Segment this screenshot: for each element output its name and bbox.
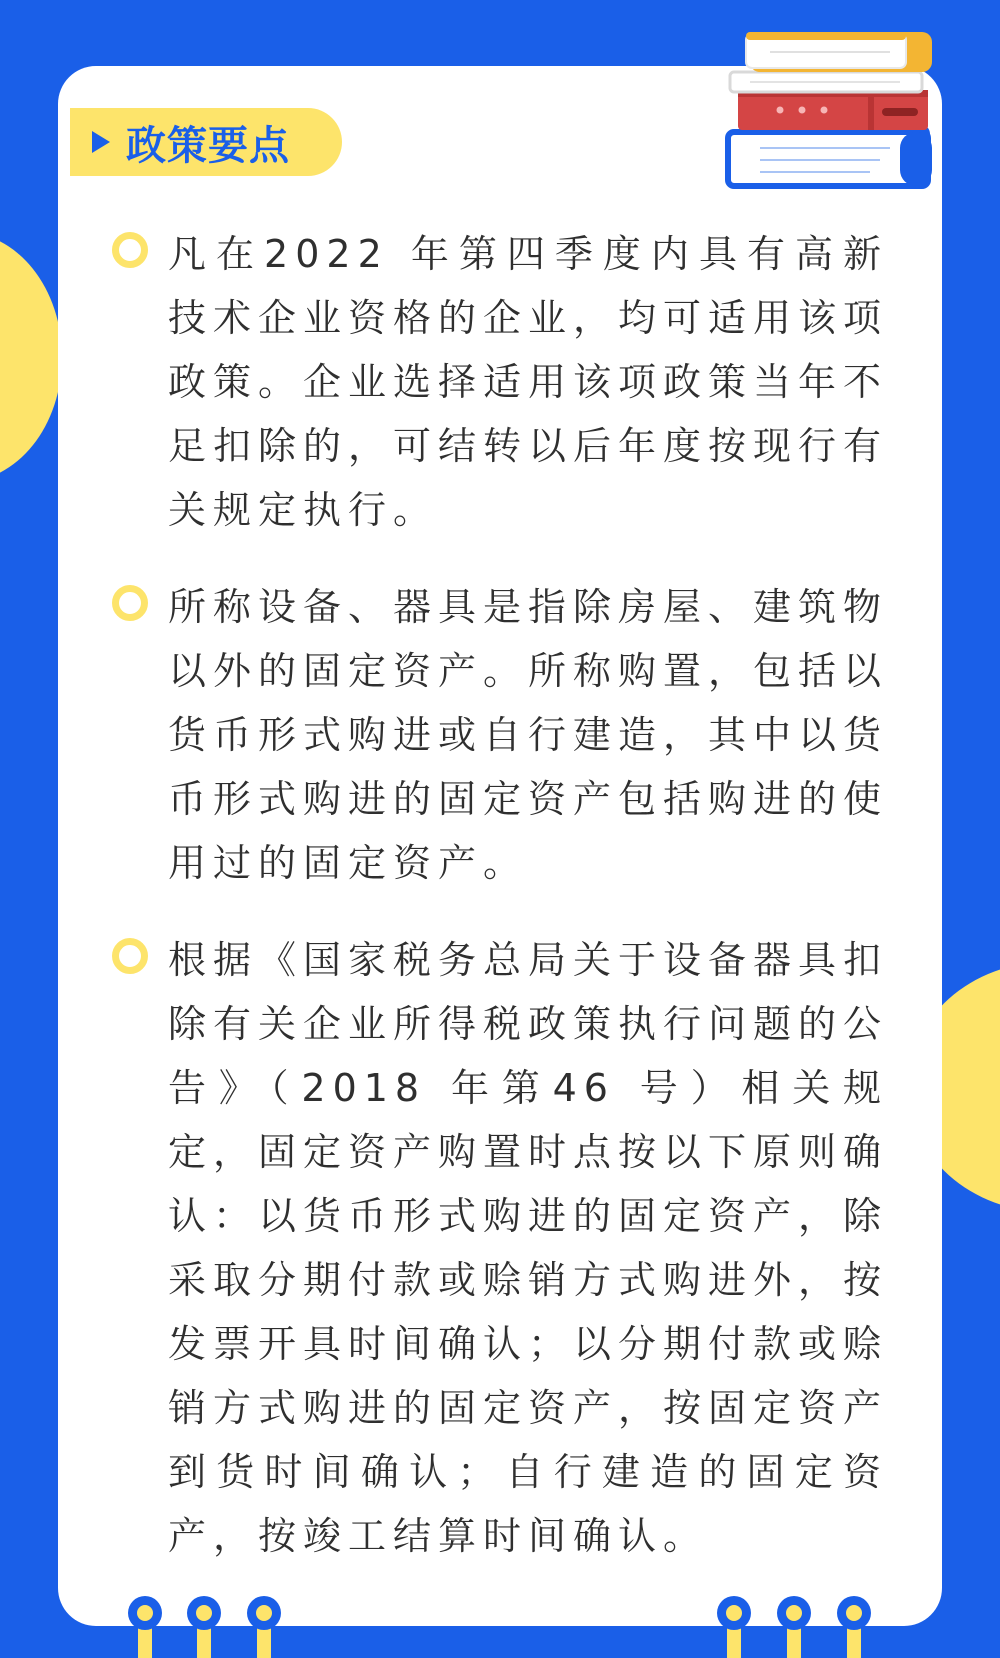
section-title-pill: [70, 108, 342, 176]
left-decor-circle: [0, 232, 62, 482]
binder-ring-icon: [247, 1596, 281, 1653]
list-item: [168, 222, 888, 542]
ring-bullet-icon: [112, 938, 148, 974]
binder-ring-icon: [777, 1596, 811, 1653]
ring-bullet-icon: [112, 232, 148, 268]
binder-ring-icon: [128, 1596, 162, 1653]
item-text: 所称设备、器具是指除房屋、建筑物以外的固定资产。所称购置，包括以货币形式购进或自行建造，其中以货币形式购进的固定资产包括购进的使用过的固定资产。: [168, 585, 889, 885]
section-title: 政策要点: [126, 122, 290, 169]
book-stack-icon: [720, 20, 945, 195]
list-item: [168, 928, 888, 1568]
list-item: [168, 575, 888, 895]
item-text: 凡在2022 年第四季度内具有高新技术企业资格的企业，均可适用该项政策。企业选择适用该项政策当年不足扣除的，可结转以后年度按现行有关规定执行。: [168, 232, 889, 532]
ring-bullet-icon: [112, 585, 148, 621]
item-text: 根据《国家税务总局关于设备器具扣除有关企业所得税政策执行问题的公告》（2018 年第46 号）相关规定，固定资产购置时点按以下原则确认：以货币形式购进的固定资产，除采取分期付款或赊销方式购进外，按发票开具时间确认；以分期付款或赊销方式购进的固定资产，按固定资产到货时间确认；自行建造的固定资产，按竣工结算时间确认。: [168, 938, 889, 1558]
play-triangle-icon: [92, 131, 110, 153]
binder-ring-icon: [837, 1596, 871, 1653]
binder-ring-icon: [717, 1596, 751, 1653]
binder-ring-icon: [187, 1596, 221, 1653]
